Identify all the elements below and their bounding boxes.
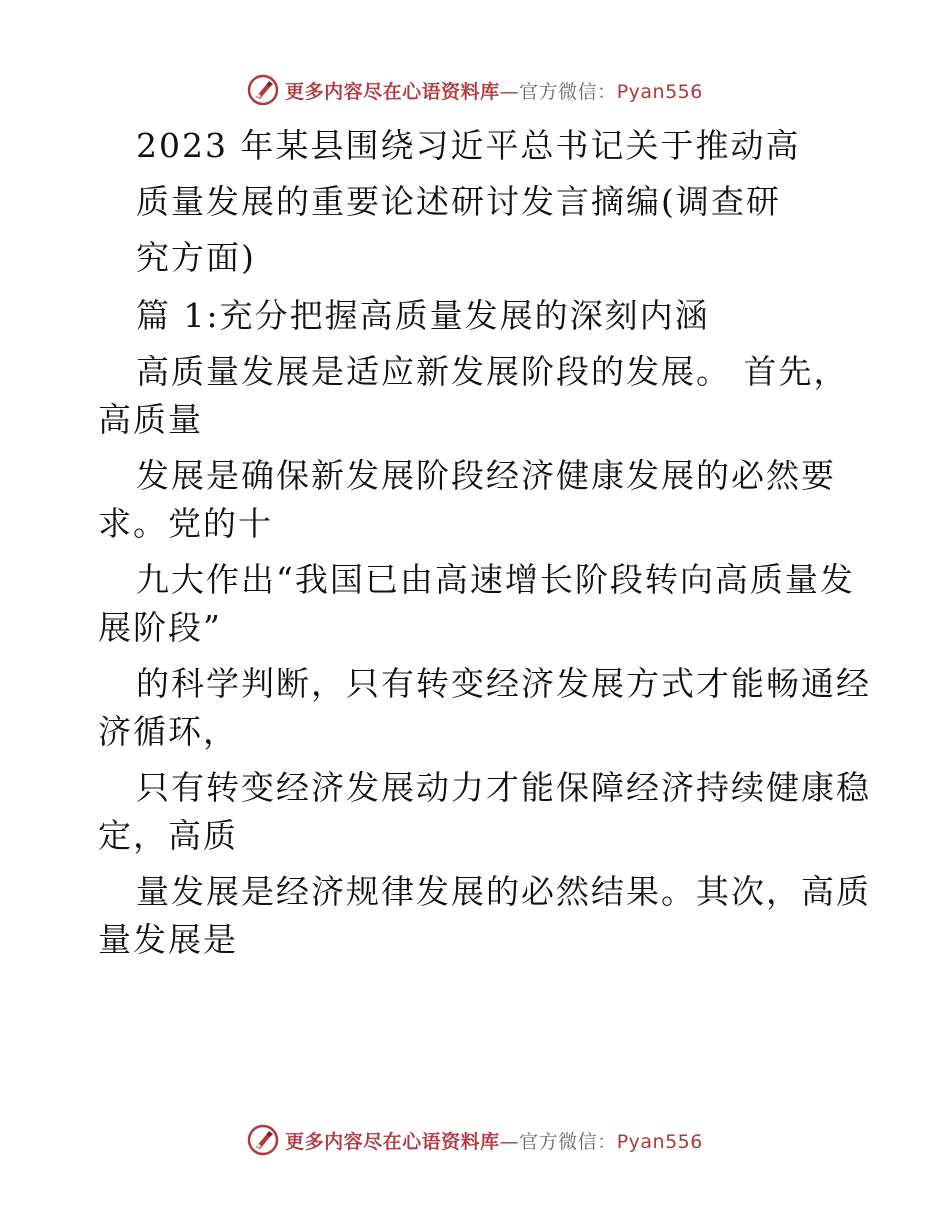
body-line-9: 只有转变经济发展动力才能保障经济持续健康稳 bbox=[136, 768, 871, 807]
fountain-pen-logo-icon bbox=[247, 74, 279, 106]
body-line-6: 展阶段” bbox=[98, 608, 222, 647]
banner-dash: — bbox=[499, 80, 520, 103]
section-heading: 篇 1:充分把握高质量发展的深刻内涵 bbox=[136, 296, 710, 335]
body-line-10: 定，高质 bbox=[98, 816, 238, 855]
doc-title-line-2: 质量发展的重要论述研讨发言摘编(调查研 bbox=[136, 182, 781, 221]
banner-wechat-label: 官方微信： bbox=[519, 80, 617, 103]
body-line-4: 求。党的十 bbox=[98, 504, 273, 543]
banner-wechat-label: 官方微信： bbox=[519, 1130, 617, 1153]
body-line-8: 济循环， bbox=[98, 712, 238, 751]
banner-wechat-id: Pyan556 bbox=[616, 1130, 703, 1153]
fountain-pen-logo-icon bbox=[247, 1124, 279, 1156]
body-line-7: 的科学判断，只有转变经济发展方式才能畅通经 bbox=[136, 664, 871, 703]
document-body bbox=[98, 122, 878, 964]
banner-main-text: 更多内容尽在心语资料库 bbox=[285, 1130, 500, 1153]
body-line-12: 量发展是 bbox=[98, 920, 238, 959]
body-line-5: 九大作出“我国已由高速增长阶段转向高质量发 bbox=[136, 560, 855, 599]
banner-main-text: 更多内容尽在心语资料库 bbox=[285, 80, 500, 103]
body-line-3: 发展是确保新发展阶段经济健康发展的必然要 bbox=[136, 456, 836, 495]
footer-banner bbox=[0, 1120, 950, 1160]
doc-title-line-1: 2023 年某县围绕习近平总书记关于推动高 bbox=[136, 126, 801, 165]
body-line-11: 量发展是经济规律发展的必然结果。其次，高质 bbox=[136, 872, 871, 911]
body-line-2: 高质量 bbox=[98, 400, 203, 439]
header-banner bbox=[0, 70, 950, 110]
body-line-1: 高质量发展是适应新发展阶段的发展。 首先， bbox=[136, 352, 849, 391]
doc-title-line-3: 究方面) bbox=[136, 238, 256, 277]
banner-dash: — bbox=[499, 1130, 520, 1153]
banner-wechat-id: Pyan556 bbox=[616, 80, 703, 103]
